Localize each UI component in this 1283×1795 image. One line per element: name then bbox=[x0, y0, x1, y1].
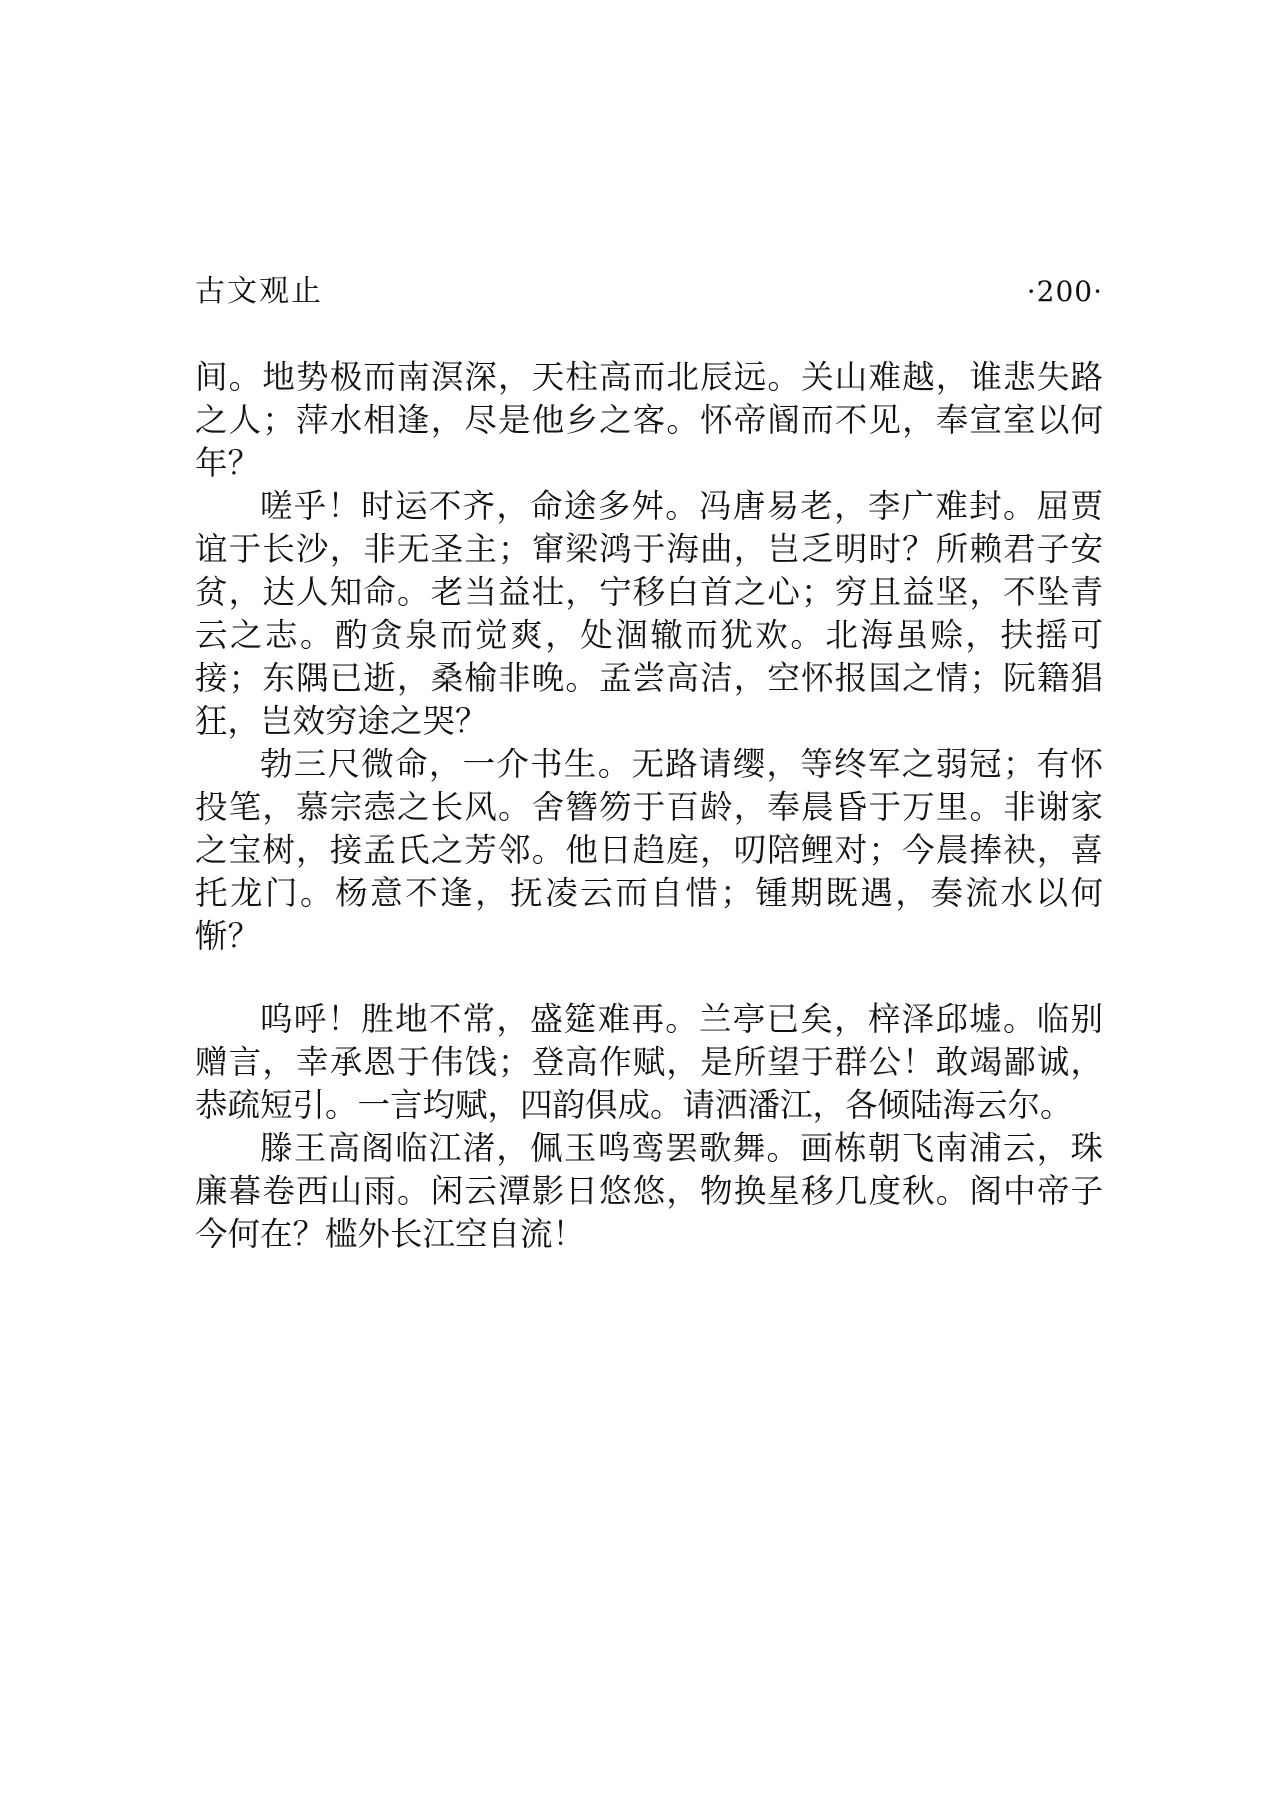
body-text bbox=[195, 356, 1103, 1256]
paragraph: 勃三尺微命，一介书生。无路请缨，等终军之弱冠；有怀投笔，慕宗悫之长风。舍簪笏于百龄，奉晨昏于万里。非谢家之宝树，接孟氏之芳邻。他日趋庭，叨陪鲤对；今晨捧袂，喜托龙门。杨意不逢，抚凌云而自惜；锺期既遇，奏流水以何惭？ bbox=[195, 745, 1103, 955]
paragraph: 嗟乎！时运不齐，命途多舛。冯唐易老，李广难封。屈贾谊于长沙，非无圣主；窜梁鸿于海曲，岂乏明时？所赖君子安贫，达人知命。老当益壮，宁移白首之心；穷且益坚，不坠青云之志。酌贪泉而觉爽，处涸辙而犹欢。北海虽赊，扶摇可接；东隅已逝，桑榆非晚。孟尝高洁，空怀报国之情；阮籍猖狂，岂效穷途之哭？ bbox=[195, 487, 1103, 740]
running-header bbox=[195, 272, 1103, 312]
paragraph: 呜呼！胜地不常，盛筵难再。兰亭已矣，梓泽邱墟。临别赠言，幸承恩于伟饯；登高作赋，是所望于群公！敢竭鄙诚，恭疏短引。一言均赋，四韵俱成。请洒潘江，各倾陆海云尔。 bbox=[195, 1000, 1103, 1124]
paragraph-continued: 间。地势极而南溟深，天柱高而北辰远。关山难越，谁悲失路之人；萍水相逢，尽是他乡之客。怀帝阍而不见，奉宣室以何年？ bbox=[195, 358, 1103, 482]
book-title: 古文观止 bbox=[195, 274, 323, 309]
page-number: ·200· bbox=[1026, 275, 1103, 308]
poem-paragraph: 滕王高阁临江渚，佩玉鸣鸾罢歌舞。画栋朝飞南浦云，珠廉暮卷西山雨。闲云潭影日悠悠，物换星移几度秋。阁中帝子今何在？槛外长江空自流！ bbox=[195, 1129, 1103, 1253]
